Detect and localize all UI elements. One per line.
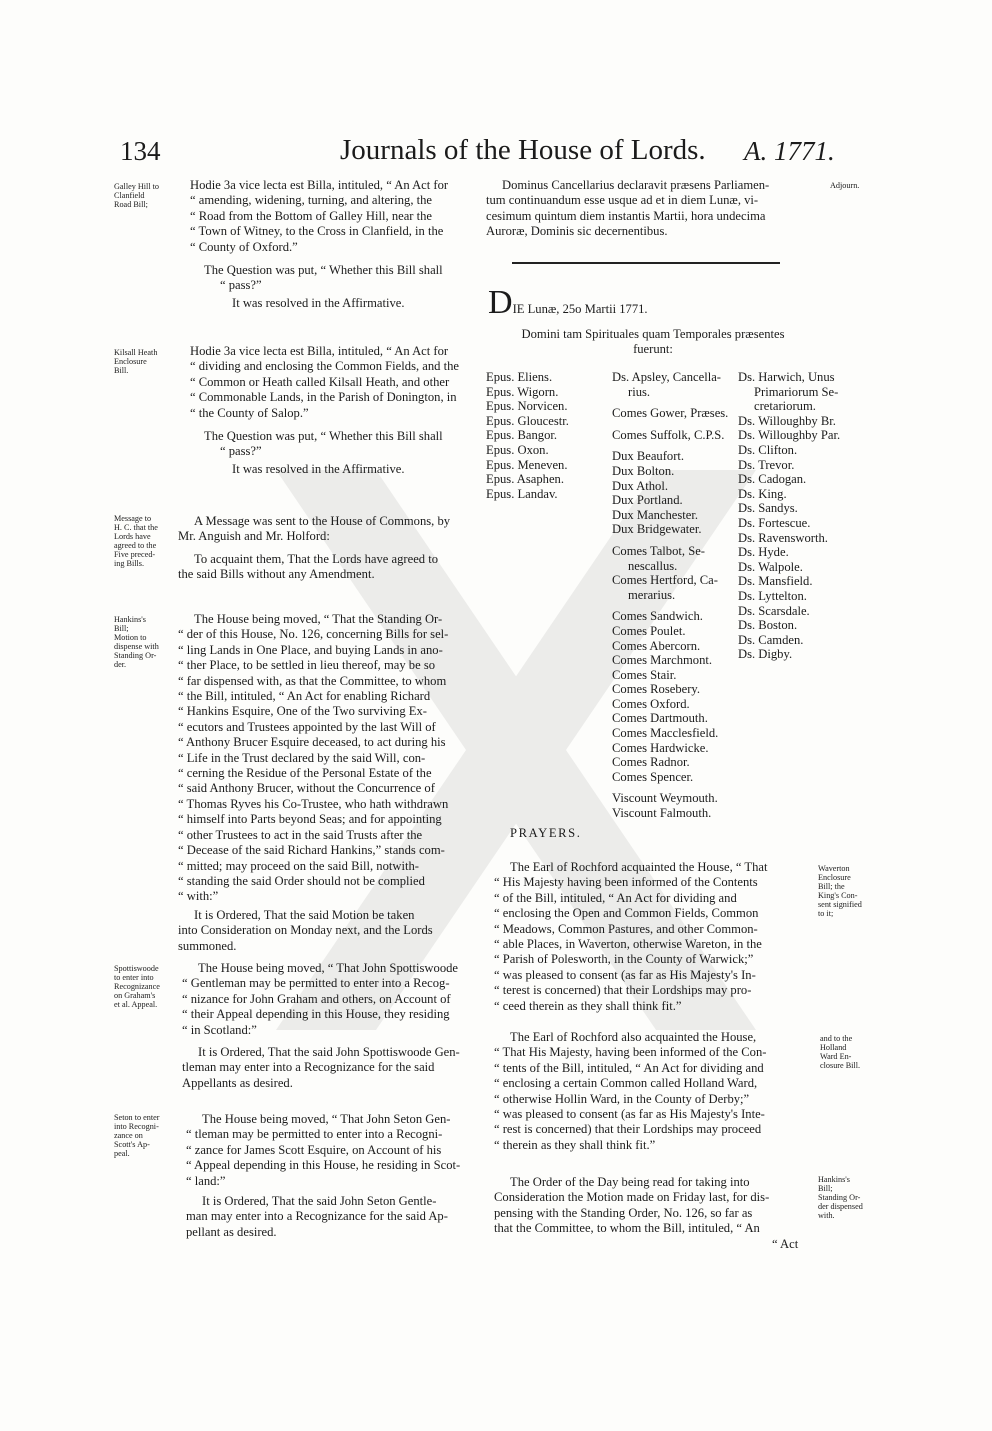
lord-entry: Epus. Landav.: [486, 486, 558, 501]
lord-entry: cretariorum.: [754, 399, 816, 414]
lord-entry: Epus. Wigorn.: [486, 384, 559, 399]
lord-entry: Ds. Camden.: [738, 632, 804, 647]
page-year: A. 1771.: [744, 136, 835, 166]
margin-note-hankins-dispensed: Hankins's Bill; Standing Or- der dispensed with.: [818, 1175, 863, 1220]
lord-entry: Ds. Fortescue.: [738, 515, 811, 530]
lord-entry: Ds. Trevor.: [738, 457, 795, 472]
lord-entry: Primariorum Se-: [754, 384, 839, 399]
lord-entry: Epus. Asaphen.: [486, 472, 565, 487]
sitting-date: [488, 286, 648, 320]
margin-note-galley-hill: Galley Hill to Clanfield Road Bill;: [114, 182, 160, 209]
waverton-consent-entry: The Earl of Rochford acquainted the House, “ That “ His Majesty having been informed of the Contents “ of the Bill, intituled, “ An Act for dividing and “ enclosing the Open and Common Fields, Common “ Meadows, Common Pastures, and other Common- “ able Places, in Waverton, otherwise Wareton, in the “ Parish of Polesworth, in the County of Warwick;” “ was pleased to consent (as far as His Majesty's In- “ terest is concerned) that their Lordships may pro- “ ceed therein as they shall think fit.”: [494, 860, 768, 1013]
lord-entry: Ds. Boston.: [738, 618, 798, 633]
lord-entry: Dux Bridgewater.: [612, 522, 702, 537]
lords-present-heading: Domini tam Spirituales quam Temporales præsentes fuerunt:: [521, 327, 785, 357]
officers-and-peers-column: [612, 370, 728, 821]
spottiswoode-order: It is Ordered, That the said John Spottiswoode Gen- tleman may enter into a Recognizance for the said Appellants as desired.: [182, 1045, 460, 1090]
galley-hill-resolution: It was resolved in the Affirmative.: [232, 296, 405, 310]
barons-column: [738, 370, 840, 662]
lord-entry: Ds. Ravensworth.: [738, 530, 828, 545]
lord-entry: Comes Hardwicke.: [612, 740, 709, 755]
lord-entry: Dux Beaufort.: [612, 449, 685, 464]
lord-entry: Comes Oxford.: [612, 696, 690, 711]
margin-note-holland-ward: and to the Holland Ward En- closure Bill.: [820, 1034, 861, 1070]
lord-entry: Ds. Willoughby Br.: [738, 413, 836, 428]
lord-entry: Ds. Willoughby Par.: [738, 428, 841, 443]
lord-entry: Comes Stair.: [612, 667, 677, 682]
lord-entry: Ds. Lyttelton.: [738, 588, 807, 603]
lord-entry: Dux Manchester.: [612, 507, 699, 522]
margin-note-adjourn: Adjourn.: [830, 181, 860, 190]
lord-entry: nescallus.: [628, 558, 678, 573]
message-to-commons: A Message was sent to the House of Commons, by Mr. Anguish and Mr. Holford:: [178, 514, 451, 544]
lord-entry: Comes Gower, Præses.: [612, 406, 729, 421]
lord-entry: Dux Bolton.: [612, 463, 675, 478]
seton-motion: The House being moved, “ That John Seton Gen- “ tleman may be permitted to enter into a Recogni- “ zance for James Scott Esquire, on Account of his “ Appeal depending in this House, he residing in Scot- “ land:”: [186, 1112, 461, 1188]
lord-entry: Comes Talbot, Se-: [612, 543, 705, 558]
lord-entry: Epus. Bangor.: [486, 428, 558, 443]
margin-note-waverton: Waverton Enclosure Bill; the King's Con- sent signified to it;: [818, 864, 862, 918]
lord-entry: Comes Spencer.: [612, 769, 694, 784]
lord-entry: Ds. Clifton.: [738, 442, 798, 457]
kilsall-heath-question: The Question was put, “ Whether this Bill shall “ pass?”: [204, 429, 443, 459]
lord-entry: Epus. Meneven.: [486, 457, 568, 472]
spottiswoode-motion: The House being moved, “ That John Spottiswoode “ Gentleman may be permitted to enter into a Recog- “ nizance for John Graham and others, on Account of “ their Appeal depending in this House, they residing “ in Scotland:”: [182, 961, 459, 1037]
lord-entry: Ds. Hyde.: [738, 545, 789, 560]
lord-entry: Comes Macclesfield.: [612, 726, 719, 741]
lord-entry: Ds. Cadogan.: [738, 472, 807, 487]
margin-note-spottiswoode: Spottiswoode to enter into Recognizance on Graham's et al. Appeal.: [114, 964, 160, 1009]
seton-order: It is Ordered, That the said John Seton Gentle- man may enter into a Recognizance for the said Ap- pellant as desired.: [186, 1194, 448, 1239]
date-text: IE Lunæ, 25o Martii 1771.: [512, 302, 648, 316]
lord-entry: Epus. Gloucestr.: [486, 413, 569, 428]
lord-entry: Comes Hertford, Ca-: [612, 573, 718, 588]
margin-note-kilsall-heath: Kilsall Heath Enclosure Bill.: [114, 348, 158, 375]
journal-title: Journals of the House of Lords.: [340, 134, 706, 166]
lord-entry: Comes Sandwich.: [612, 609, 703, 624]
lord-entry: Ds. King.: [738, 486, 787, 501]
margin-note-message-commons: Message to H. C. that the Lords have agreed to the Five preced- ing Bills.: [114, 514, 158, 568]
lord-entry: Dux Athol.: [612, 478, 668, 493]
lord-entry: Comes Rosebery.: [612, 682, 701, 697]
lord-entry: Comes Dartmouth.: [612, 711, 708, 726]
lord-entry: Epus. Eliens.: [486, 370, 553, 384]
catchword: “ Act: [772, 1237, 799, 1251]
hankins-motion-entry: The House being moved, “ That the Standing Or- “ der of this House, No. 126, concerning Bills for sel- “ ling Lands in One Place, and buying Lands in ano- “ ther Place, to be settled in lieu thereof, may be so “ far dispensed with, as that the Committee, to whom “ the Bill, intituled, “ An Act for enabling Richard “ Hankins Esquire, One of the Two surviving Ex- “ ecutors and Trustees appointed by the last Will of “ Anthony Brucer Esquire deceased, to act during his “ Life in the Trust declared by the said Will, con- “ cerning the Residue of the Personal Estate of the “ said Anthony Brucer, without the Concurrence of “ Thomas Ryves his Co-Trustee, who hath withdrawn “ himself into Parts beyond Seas; and for appointing “ other Trustees to act in the said Trusts after the “ Decease of the said Richard Hankins,” stands com- “ mitted; may proceed on the said Bill, notwith- “ standing the said Order should not be complied “ with:”: [178, 612, 449, 904]
lord-entry: Comes Suffolk, C.P.S.: [612, 427, 725, 442]
lord-entry: Ds. Scarsdale.: [738, 603, 810, 618]
lord-entry: Ds. Mansfield.: [738, 574, 813, 589]
lord-entry: Epus. Norvicen.: [486, 399, 568, 414]
lord-entry: Comes Abercorn.: [612, 638, 701, 653]
kilsall-heath-bill-entry: Hodie 3a vice lecta est Billa, intituled, “ An Act for “ dividing and enclosing the Common Fields, and the “ Common or Heath called Kilsall Heath, and other “ Commonable Lands, in the Parish of Donington, in “ the County of Salop.”: [190, 344, 459, 420]
lord-entry: merarius.: [628, 587, 676, 602]
lord-entry: Epus. Oxon.: [486, 442, 549, 457]
margin-note-hankins-motion: Hankins's Bill; Motion to dispense with Standing Or- der.: [114, 615, 159, 669]
lord-entry: Ds. Sandys.: [738, 501, 798, 516]
lord-entry: Comes Radnor.: [612, 755, 690, 770]
date-drop-cap: D: [488, 284, 513, 321]
prayers-heading: PRAYERS.: [510, 826, 582, 840]
page-number: 134: [120, 136, 161, 166]
margin-note-seton: Seton to enter into Recogni- zance on Scott's Ap- peal.: [114, 1113, 160, 1158]
galley-hill-question: The Question was put, “ Whether this Bill shall “ pass?”: [204, 263, 443, 293]
lord-entry: Viscount Weymouth.: [612, 791, 718, 806]
lord-entry: Comes Poulet.: [612, 623, 686, 638]
order-of-day-entry: The Order of the Day being read for taking into Consideration the Motion made on Friday last, for dis- pensing with the Standing Order, No. 126, so far as that the Committee, to whom the Bill, intituled, “ An: [494, 1175, 770, 1236]
kilsall-heath-resolution: It was resolved in the Affirmative.: [232, 462, 405, 476]
lord-entry: Ds. Apsley, Cancella-: [612, 370, 722, 384]
bishops-column: [486, 370, 569, 501]
lord-entry: Dux Portland.: [612, 493, 683, 508]
lord-entry: rius.: [628, 384, 651, 399]
lord-entry: Ds. Harwich, Unus: [738, 370, 835, 384]
lord-entry: Comes Marchmont.: [612, 653, 713, 668]
lord-entry: Viscount Falmouth.: [612, 806, 712, 821]
hankins-motion-order: It is Ordered, That the said Motion be taken into Consideration on Monday next, and the Lords summoned.: [178, 908, 433, 953]
galley-hill-bill-entry: Hodie 3a vice lecta est Billa, intituled, “ An Act for “ amending, widening, turning, and altering, the “ Road from the Bottom of Galley Hill, near the “ Town of Witney, to the Cross in Clanfield, in the “ County of Oxford.”: [190, 178, 449, 254]
lord-entry: Ds. Walpole.: [738, 559, 803, 574]
holland-ward-consent-entry: The Earl of Rochford also acquainted the House, “ That His Majesty, having been informed of the Con- “ tents of the Bill, intituled, “ An Act for dividing and “ enclosing a certain Common called Holland Ward, “ otherwise Hollin Ward, in the County of Derby;” “ was pleased to consent (as far as His Majesty's Inte- “ rest is concerned) that their Lordships may proceed “ therein as they shall think fit.”: [494, 1030, 767, 1152]
lord-entry: Ds. Digby.: [738, 647, 793, 662]
section-divider: [512, 262, 780, 264]
message-content: To acquaint them, That the Lords have agreed to the said Bills without any Amendment.: [178, 552, 439, 582]
adjournment-entry: Dominus Cancellarius declaravit præsens Parliamen- tum continuandum esse usque ad et in diem Lunæ, vi- cesimum quintum diem instantis Martii, hora undecima Auroræ, Dominis sic decernentibus.: [486, 178, 770, 239]
